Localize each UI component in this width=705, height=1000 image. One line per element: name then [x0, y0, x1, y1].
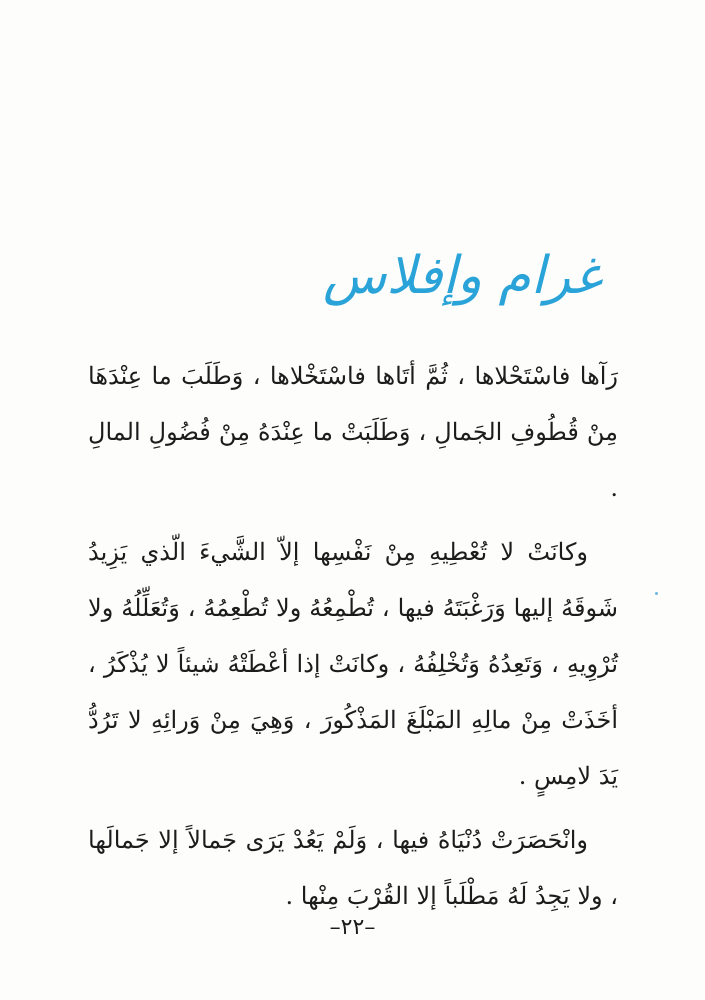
chapter-title: غرام وإفلاس: [323, 246, 601, 306]
paragraph-1: رَآها فاسْتَحْلاها ، ثُمَّ أتَاها فاسْتَخْلاها ، وَطَلَبَ ما عِنْدَهَا مِنْ قُطُوفِ الجَمالِ ، وَطَلَبَتْ ما عِنْدَهُ مِنْ فُضُولِ المالِ .: [88, 362, 618, 502]
ink-speck: [655, 592, 658, 595]
paragraph-3: وانْحَصَرَتْ دُنْيَاهُ فيها ، وَلَمْ يَعُدْ يَرَى جَمالاً إلا جَمالَها ، ولا يَجِدُ لَهُ مَطْلَباً إلا القُرْبَ مِنْها .: [88, 826, 618, 910]
paragraph-2: وكانَتْ لا تُعْطِيهِ مِنْ نَفْسِها إلاّ الشَّيءَ الّذي يَزِيدُ شَوقَهُ إليها وَرَغْبَتَهُ فيها ، تُطْمِعُهُ ولا تُطْعِمُهُ ، وَتُعَلِّلُهُ ولا تُرْوِيهِ ، وَتَعِدُهُ وَتُخْلِفُهُ ، وكانَتْ إذا أعْطَتْهُ شيئاً لا يُذْكَرُ ، أخَذَتْ مِنْ مالِهِ المَبْلَغَ المَذْكُورَ ، وَهِيَ مِنْ وَرائِهِ لا تَرُدُّ يَدَ لامِسٍ .: [88, 538, 618, 790]
page-number: –٢٢–: [329, 915, 376, 940]
body-text: [88, 348, 618, 932]
